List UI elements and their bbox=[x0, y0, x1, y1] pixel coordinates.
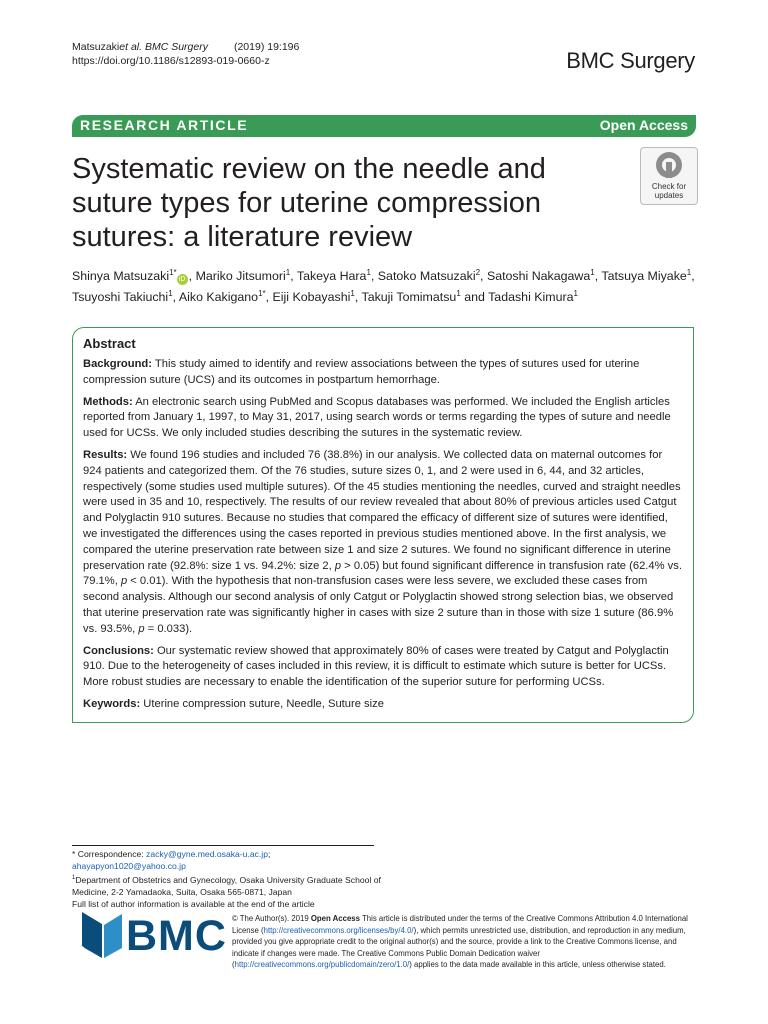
author-name: Aiko Kakigano bbox=[178, 290, 259, 304]
p-symbol: p bbox=[334, 559, 342, 572]
citation-year: (2019) 19:196 bbox=[233, 41, 300, 53]
keywords-label: Keywords: bbox=[83, 697, 141, 710]
citation-header bbox=[72, 40, 299, 68]
open-access-label: Open Access bbox=[599, 117, 688, 133]
author-affiliation-ref: 1* bbox=[258, 288, 266, 298]
author-affiliation-ref: 1 bbox=[573, 288, 578, 298]
results-text: We found 196 studies and included 76 (38.8%) in our analysis. We collected data on maternal outcomes for 924 patients and categorized them. Of the 76 studies, suture sizes 0, 1, and 2 were used in 6, 44, and 32 articles, respectively (some studies used multiple sutures). Of the 45 studies mentioning the needles, curved and straight needles were used in 35 and 10, respectively. The results of our review revealed that about 80% of previous articles used Catgut and Polyglactin 910 sutures. Because no studies that compared the efficacy of different size of sutures were identified, we investigated the differences using the cases reported in previous studies mentioned above. In the first analysis, we compared the uterine preservation rate between size 1 and size 2 sutures. We found no significant difference in uterine preservation rate (92.8%: size 1 vs. 94.2%: size 2, bbox=[83, 448, 681, 572]
results-text: > 0.05) but found significant difference in transfusion rate (62.4% vs. 79.1%, bbox=[83, 559, 682, 588]
affiliation bbox=[72, 872, 412, 898]
bmc-logo-text: BMC bbox=[126, 912, 227, 960]
footnotes bbox=[72, 848, 412, 910]
email-separator: ; bbox=[267, 849, 271, 859]
full-list-note: Full list of author information is available at the end of the article bbox=[72, 898, 315, 909]
orcid-icon[interactable]: iD bbox=[177, 274, 188, 285]
abstract-keywords bbox=[83, 697, 683, 713]
conclusions-text: Our systematic review showed that approximately 80% of cases were treated by Catgut and Polyglactin 910. Due to the heterogeneity of cases included in this review, it is difficult to estimate which suture is better for UCSs. More robust studies are necessary to enable the identification of the superior suture for performing UCSs. bbox=[83, 644, 669, 689]
doi-link[interactable]: https://doi.org/10.1186/s12893-019-0660-z bbox=[72, 55, 270, 67]
abstract-methods bbox=[83, 395, 683, 442]
author-name: Tatsuya Miyake bbox=[601, 269, 687, 283]
p-symbol: p bbox=[120, 575, 128, 588]
abstract-conclusions bbox=[83, 644, 683, 691]
background-label: Background: bbox=[83, 358, 152, 370]
results-label: Results: bbox=[83, 448, 128, 461]
methods-label: Methods: bbox=[83, 395, 133, 408]
abstract-background bbox=[83, 357, 683, 389]
license-text-part: This article is distributed under the terms of the Creative Commons Attribution 4.0 International License ( bbox=[232, 914, 688, 935]
journal-name: BMC Surgery bbox=[566, 48, 695, 73]
cc-zero-link[interactable]: http://creativecommons.org/publicdomain/zero/1.0/ bbox=[234, 960, 410, 969]
footnote-divider bbox=[72, 845, 374, 846]
keywords-text: Uterine compression suture, Needle, Suture size bbox=[140, 697, 384, 710]
email-link-2[interactable]: ahayapyon1020@yahoo.co.jp bbox=[72, 861, 186, 871]
cc-by-link[interactable]: http://creativecommons.org/licenses/by/4.0/ bbox=[263, 925, 414, 935]
author-name: Takuji Tomimatsu bbox=[361, 290, 457, 304]
author-affiliation-ref: 1 bbox=[590, 267, 595, 277]
license-text bbox=[232, 913, 698, 971]
badge-line-2: updates bbox=[654, 191, 684, 200]
author-name: Eiji Kobayashi bbox=[272, 290, 351, 304]
citation-journal: et al. BMC Surgery bbox=[119, 41, 208, 53]
results-text: < 0.01). With the hypothesis that non-transfusion cases were less severe, we excluded these cases from second analysis. Although our second analysis of only Catgut or Polyglactin showed strong selection bias, we observed that uterine preservation rate was significantly higher in cases with size 2 suture than in those with size 1 suture (86.9% vs. 93.5%, bbox=[83, 575, 674, 635]
author-affiliation-ref: 1* bbox=[169, 267, 177, 277]
email-link-1[interactable]: zacky@gyne.med.osaka-u.ac.jp bbox=[146, 849, 268, 859]
article-type-banner bbox=[72, 115, 696, 137]
results-text: = 0.033). bbox=[144, 622, 193, 635]
correspondence-label: * Correspondence: bbox=[72, 849, 147, 859]
author-name: Mariko Jitsumori bbox=[195, 269, 286, 283]
license-text-part: ) applies to the data made available in this article, unless otherwise stated. bbox=[409, 960, 666, 969]
author-affiliation-ref: 2 bbox=[475, 267, 481, 277]
license-open-access: Open Access bbox=[310, 914, 360, 923]
author-affiliation-ref: 1 bbox=[366, 267, 371, 277]
article-title: Systematic review on the needle and suture types for uterine compression sutures: a literature review bbox=[72, 153, 546, 253]
affiliation-number: 1 bbox=[72, 875, 76, 881]
author-list: Shinya Matsuzaki$^{1*}$iD , Mariko Jitsumori$^1$, Takeya Hara$^1$, Satoko Matsuzaki$^2$, Satoshi Nakagawa$^1$, Tatsuya Miyake$^1$, Tsuyoshi Takiuchi$^1$, Aiko Kakigano$^{1*}$, Eiji Kobayashi$^1$, Takuji Tomimatsu$^1$ and Tadashi Kimura$^1$ bbox=[72, 267, 695, 304]
author-affiliation-ref: 1 bbox=[350, 288, 355, 298]
conclusions-label: Conclusions: bbox=[83, 644, 154, 657]
crossmark-icon bbox=[656, 152, 682, 178]
bmc-logo bbox=[82, 912, 227, 960]
citation-author: Matsuzaki bbox=[72, 41, 120, 53]
correspondence bbox=[72, 848, 412, 860]
author-name: Takeya Hara bbox=[296, 269, 367, 283]
author-affiliation-ref: 1 bbox=[456, 288, 461, 298]
check-for-updates-badge[interactable] bbox=[640, 147, 698, 205]
abstract-heading: Abstract bbox=[83, 336, 136, 351]
bmc-logo-mark-icon bbox=[82, 912, 122, 958]
methods-text: An electronic search using PubMed and Scopus databases was performed. We included the English articles reported from January 1, 1997, to May 31, 2017, using search words or terms regarding the types of suture and needle used for UCSs. We only included studies describing the sutures in the systematic review. bbox=[83, 395, 671, 440]
abstract-results bbox=[83, 448, 683, 638]
p-symbol: p bbox=[138, 622, 145, 635]
author-name: Tsuyoshi Takiuchi bbox=[72, 290, 169, 304]
affiliation-text: Department of Obstetrics and Gynecology, Osaka University Graduate School of Medicine, 2-2 Yamadaoka, Suita, Osaka 565-0871, Japan bbox=[72, 874, 381, 897]
author-name: Tadashi Kimura bbox=[488, 290, 574, 304]
license-text-part: ), which permits unrestricted use, distribution, and reproduction in any medium, provided you give appropriate credit to the original author(s) and the source, provide a link to the Creative Commons license, and indicate if changes were made. The Creative Commons Public Domain Dedication waiver ( bbox=[232, 925, 686, 969]
author-name: Satoko Matsuzaki bbox=[377, 269, 476, 283]
background-text: This study aimed to identify and review associations between the types of sutures used for uterine compression suture (UCS) and its outcomes in postpartum hemorrhage. bbox=[83, 358, 640, 386]
license-copyright: © The Author(s). 2019 bbox=[232, 914, 311, 923]
badge-line-1: Check for bbox=[651, 182, 687, 191]
abstract-box bbox=[72, 327, 694, 723]
author-name: Shinya Matsuzaki bbox=[72, 269, 170, 283]
author-affiliation-ref: 1 bbox=[285, 267, 291, 277]
author-name: Satoshi Nakagawa bbox=[486, 269, 591, 283]
author-affiliation-ref: 1 bbox=[168, 288, 173, 298]
article-type-label: RESEARCH ARTICLE bbox=[80, 117, 249, 133]
author-affiliation-ref: 1 bbox=[686, 267, 692, 277]
